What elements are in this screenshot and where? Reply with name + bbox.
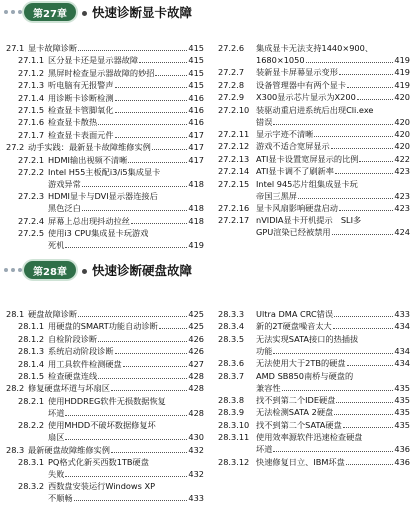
dot-leader	[65, 468, 187, 477]
toc-entry[interactable]	[218, 214, 410, 226]
toc-number: 28.3.10	[218, 419, 250, 430]
toc-entry[interactable]	[18, 129, 204, 141]
toc-entry-continuation	[48, 178, 204, 190]
dot-leader	[82, 178, 188, 187]
chapter-title: 快速诊断显卡故障	[82, 3, 192, 21]
toc-page-number: 436	[394, 456, 410, 467]
toc-entry[interactable]	[218, 128, 410, 140]
toc-entry[interactable]	[218, 79, 410, 91]
toc-page-number: 417	[188, 154, 204, 165]
toc-title: 游戏不适合宽屏显示	[256, 141, 330, 152]
toc-title: 检查显卡管脚氧化	[48, 105, 114, 115]
chapter-28-header	[0, 258, 416, 282]
toc-entry[interactable]	[18, 227, 204, 239]
toc-title: 最新硬盘故障维修实例	[28, 444, 110, 455]
toc-title: 使用MHDD不破坏数据修复坏	[48, 420, 156, 431]
toc-page-number: 432	[188, 469, 204, 479]
chapter-title: 快速诊断硬盘故障	[82, 261, 192, 279]
toc-entry[interactable]	[6, 141, 204, 153]
toc-entry[interactable]	[6, 308, 204, 320]
toc-entry[interactable]	[218, 42, 410, 54]
dot-leader	[273, 443, 393, 452]
toc-title: 使用HDDREG软件无损数据恢复	[48, 395, 166, 406]
toc-page-number: 419	[394, 55, 410, 65]
toc-page-number: 428	[188, 371, 204, 381]
toc-title: 用诊断卡诊断检测	[48, 92, 114, 103]
toc-page-number: 433	[394, 309, 410, 319]
toc-number: 28.3.4	[218, 321, 245, 332]
toc-page-number: 430	[188, 432, 204, 443]
dot-leader	[347, 357, 394, 366]
toc-page-number: 416	[188, 117, 204, 128]
toc-number: 27.2.16	[218, 203, 250, 213]
toc-entry[interactable]	[18, 345, 204, 357]
toc-title: 检查硬盘连线	[48, 371, 98, 381]
toc-title: 找不到第二个SATA硬盘	[256, 419, 342, 430]
toc-page-number: 423	[394, 166, 410, 177]
toc-number: 27.2.4	[18, 215, 45, 226]
toc-page-number: 426	[188, 333, 204, 344]
toc-number: 27.2.15	[218, 178, 250, 189]
toc-entry[interactable]	[18, 154, 204, 166]
toc-entry[interactable]	[18, 395, 204, 407]
dot-leader	[123, 358, 188, 367]
toc-page-number: 415	[188, 55, 204, 66]
toc-number: 28.3.9	[218, 407, 245, 418]
toc-page-number: 418	[188, 179, 204, 189]
toc-page-number: 435	[394, 407, 410, 418]
toc-entry-continuation	[256, 382, 410, 394]
dot-leader	[78, 308, 187, 317]
dot-leader	[159, 320, 188, 329]
toc-number: 27.1.7	[18, 129, 45, 140]
toc-entry-continuation	[48, 407, 204, 419]
toc-title: ATI显卡设置宽屏显示的比例	[256, 153, 359, 164]
toc-page-number: 420	[394, 129, 410, 139]
toc-page-number: 419	[394, 67, 410, 78]
toc-page-number: 425	[188, 321, 204, 332]
toc-number: 28.3.1	[18, 457, 45, 467]
chapter-badge: 第27章	[24, 3, 76, 21]
toc-number: 27.2.8	[218, 79, 245, 90]
chapter-27-header	[0, 0, 416, 24]
toc-number: 28.1.3	[18, 346, 45, 357]
toc-entry-continuation	[48, 202, 204, 214]
dot-leader	[155, 67, 187, 76]
toc-entry-continuation	[48, 468, 204, 480]
toc-entry[interactable]	[6, 42, 204, 54]
toc-number: 27.2.1	[18, 154, 45, 165]
toc-title: 新的2T硬盘噪音太大	[256, 321, 332, 332]
toc-title-cont: 扇区	[48, 432, 65, 443]
toc-number: 28.3.7	[218, 370, 245, 381]
toc-number: 27.2.17	[218, 215, 250, 226]
toc-number: 28.3.6	[218, 358, 245, 369]
toc-title: HDMI显卡与DVI显示器连接后	[48, 191, 158, 202]
toc-title: 屏幕上总出现抖动拉丝	[48, 215, 130, 226]
dot-leader	[334, 406, 393, 415]
toc-title-cont: 功能	[256, 345, 273, 356]
toc-entry[interactable]	[218, 406, 410, 418]
toc-title-cont: 错误	[256, 116, 273, 127]
toc-title: X300显示芯片显示为X200	[256, 92, 356, 103]
toc-title: 用硬盘的SMART功能自动诊断	[48, 321, 158, 332]
toc-number: 27.1.6	[18, 117, 45, 128]
toc-number: 27.2.12	[218, 141, 250, 152]
toc-number: 27.2	[6, 142, 25, 153]
dot-leader	[65, 431, 187, 440]
toc-number: 27.2.6	[218, 43, 245, 53]
toc-title: 西数盘安装运行Windows XP	[48, 481, 156, 492]
dot-leader	[111, 444, 187, 453]
toc-entry[interactable]	[218, 456, 410, 468]
dot-leader	[306, 54, 394, 63]
toc-title-cont: 兼容性	[256, 382, 281, 393]
toc-title: 动手实践：最新显卡故障维修实例	[28, 142, 151, 153]
toc-title: 修复硬盘坏道与坏扇区	[28, 383, 110, 394]
toc-title-cont: 坏道	[256, 444, 273, 455]
toc-page-number: 423	[394, 190, 410, 201]
dot-leader	[65, 407, 187, 416]
dot-leader	[128, 154, 187, 163]
toc-page-number: 417	[188, 142, 204, 153]
toc-page-number: 419	[394, 79, 410, 90]
toc-entry[interactable]	[218, 178, 410, 190]
toc-entry[interactable]	[18, 320, 204, 332]
dot-leader	[115, 79, 188, 88]
toc-entry[interactable]	[218, 66, 410, 78]
toc-number: 27.1.4	[18, 92, 45, 103]
toc-title: 无法实现SATA接口的热插拔	[256, 333, 359, 344]
toc-page-number: 422	[394, 153, 410, 164]
toc-number: 28.3.12	[218, 456, 250, 467]
toc-entry[interactable]	[18, 456, 204, 468]
toc-entry[interactable]	[6, 382, 204, 394]
dot-leader	[346, 456, 394, 465]
toc-title: 找不到第二个IDE硬盘	[256, 395, 336, 405]
toc-title-cont: 1680×1050	[256, 55, 305, 65]
dot-leader	[139, 54, 187, 63]
toc-entry[interactable]	[218, 419, 410, 431]
toc-page-number: 416	[188, 92, 204, 103]
dot-leader	[339, 202, 393, 211]
toc-number: 28.1.5	[18, 371, 45, 381]
toc-entry[interactable]	[218, 394, 410, 406]
toc-entry[interactable]	[18, 358, 204, 370]
toc-title-cont: 坏道	[48, 407, 65, 418]
toc-number: 28.1.2	[18, 333, 45, 344]
dot-leader	[152, 141, 188, 150]
toc-title: HDMI输出视频不清晰	[48, 154, 128, 165]
toc-title: 装新显卡屏幕显示变形	[256, 67, 338, 78]
toc-entry[interactable]	[18, 92, 204, 104]
dot-leader	[336, 394, 393, 403]
toc-page-number: 426	[188, 346, 204, 357]
toc-entry[interactable]	[18, 54, 204, 66]
toc-title: 黑屏时检查显示器故障的妙招	[48, 67, 155, 78]
toc-page-number: 415	[188, 67, 204, 78]
dot-leader	[335, 165, 393, 174]
toc-number: 28.1.4	[18, 358, 45, 369]
toc-page-number: 416	[188, 105, 204, 115]
toc-title: 系统启动阶段诊断	[48, 346, 114, 357]
toc-title: 听电脑有无报警声	[48, 80, 114, 91]
toc-page-number: 415	[188, 80, 204, 91]
toc-number: 28.1	[6, 309, 25, 319]
toc-title: nVIDIA显卡开机提示 SLI多	[256, 215, 362, 226]
toc-entry[interactable]	[218, 320, 410, 332]
toc-title-cont: 帝国三黑屏	[256, 190, 297, 201]
toc-entry[interactable]	[218, 140, 410, 152]
toc-title: 无法检测SATA 2硬盘	[256, 407, 334, 418]
toc-number: 28.2.1	[18, 395, 45, 406]
toc-number: 27.1.1	[18, 55, 45, 66]
toc-number: 28.1.1	[18, 321, 45, 332]
toc-entry[interactable]	[218, 370, 410, 382]
dot-leader	[115, 104, 188, 113]
toc-title: 设备管理器中有两个显卡	[256, 79, 347, 90]
toc-page-number: 435	[394, 395, 410, 405]
dot-leader	[115, 129, 188, 138]
toc-title: 快速修复日立、IBM坏盘	[256, 456, 345, 467]
toc-number: 28.3	[6, 444, 25, 455]
toc-number: 28.2.2	[18, 420, 45, 431]
toc-number: 27.1.2	[18, 67, 45, 78]
toc-title: 检查显卡散热	[48, 117, 98, 128]
toc-title: 自检阶段诊断	[48, 333, 98, 344]
toc-title: Ultra DMA CRC错误	[256, 309, 334, 319]
dot-leader	[115, 92, 188, 101]
dot-leader	[334, 308, 393, 317]
dot-leader	[332, 226, 394, 235]
toc-number: 27.2.7	[218, 67, 245, 78]
toc-title: 显卡风扇影响硬盘启动	[256, 203, 338, 213]
dot-leader	[78, 42, 187, 51]
toc-page-number: 420	[394, 141, 410, 152]
toc-number: 27.1	[6, 43, 25, 53]
toc-page-number: 432	[188, 444, 204, 455]
toc-entry-continuation	[256, 54, 410, 66]
toc-number: 27.2.9	[218, 92, 245, 103]
dot-leader	[282, 382, 394, 391]
toc-number: 28.3.5	[218, 333, 245, 344]
toc-entry[interactable]	[18, 419, 204, 431]
dot-leader	[65, 239, 187, 248]
toc-page-number: 425	[188, 309, 204, 319]
toc-entry[interactable]	[18, 79, 204, 91]
toc-number: 27.1.3	[18, 80, 45, 91]
toc-entry[interactable]	[218, 165, 410, 177]
dot-leader	[357, 91, 394, 100]
toc-title-cont: GPU渲染已经被禁用	[256, 227, 331, 238]
toc-number: 27.2.11	[218, 129, 250, 139]
toc-entry[interactable]	[18, 215, 204, 227]
toc-title: ATI显卡调不了刷新率	[256, 166, 334, 177]
toc-page-number: 428	[188, 383, 204, 394]
toc-title: 区分显卡还是显示器故障	[48, 55, 139, 66]
toc-page-number: 415	[188, 43, 204, 53]
toc-title-cont: 游戏异常	[48, 179, 81, 189]
toc-entry[interactable]	[18, 190, 204, 202]
dot-leader	[298, 190, 393, 199]
toc-title: 无法使用大于2TB的硬盘	[256, 358, 346, 369]
toc-title: 集成显卡无法支持1440×900、	[256, 43, 374, 53]
dot-leader	[74, 492, 188, 501]
toc-entry[interactable]	[18, 166, 204, 178]
toc-entry[interactable]	[218, 431, 410, 443]
toc-entry-continuation	[48, 492, 204, 504]
toc-entry-continuation	[256, 345, 410, 357]
toc-title-cont: 不顺畅	[48, 493, 73, 504]
toc-title-cont: 黑色泛白	[48, 203, 81, 214]
chapter-badge: 第28章	[24, 261, 76, 279]
toc-title: 显卡故障诊断	[28, 43, 78, 53]
toc-entry[interactable]	[218, 357, 410, 369]
toc-title: AMD SB850南桥与硬盘的	[256, 370, 354, 381]
toc-entry[interactable]	[218, 333, 410, 345]
dot-leader	[115, 345, 188, 354]
decor-dots	[4, 10, 22, 14]
toc-entry[interactable]	[18, 333, 204, 345]
toc-page-number: 435	[394, 382, 410, 393]
toc-number: 28.3.3	[218, 309, 245, 319]
toc-page-number: 417	[188, 129, 204, 140]
toc-entry-continuation	[256, 226, 410, 238]
toc-number: 27.2.3	[18, 191, 45, 202]
dot-leader	[131, 215, 187, 224]
toc-entry-continuation	[48, 431, 204, 443]
toc-page-number: 424	[394, 227, 410, 238]
toc-entry[interactable]	[18, 67, 204, 79]
toc-entry-continuation	[256, 443, 410, 455]
toc-page-number: 436	[394, 444, 410, 455]
toc-page-number: 434	[394, 345, 410, 356]
toc-entry[interactable]	[6, 444, 204, 456]
dot-leader	[331, 140, 394, 149]
toc-page-number: 428	[188, 407, 204, 418]
toc-entry-continuation	[48, 239, 204, 251]
toc-entry[interactable]	[18, 370, 204, 382]
toc-entry[interactable]	[218, 153, 410, 165]
toc-title-cont: 失败	[48, 469, 65, 479]
toc-number: 27.2.5	[18, 228, 45, 239]
toc-number: 27.2.13	[218, 153, 250, 164]
toc-title: 检查显卡表面元件	[48, 129, 114, 140]
toc-entry[interactable]	[18, 480, 204, 492]
toc-entry[interactable]	[218, 202, 410, 214]
toc-page-number: 433	[188, 493, 204, 504]
dot-leader	[273, 116, 393, 125]
toc-title: 硬盘故障诊断	[28, 309, 78, 319]
toc-number: 27.1.5	[18, 105, 45, 115]
toc-page-number: 434	[394, 321, 410, 332]
toc-title: PQ格式化新买西数1TB硬盘	[48, 457, 149, 467]
toc-number: 27.2.10	[218, 104, 250, 115]
toc-title: 使用i3 CPU集成显卡玩游戏	[48, 228, 149, 239]
toc-page-number: 420	[394, 116, 410, 127]
toc-page-number: 423	[394, 203, 410, 213]
toc-number: 28.3.11	[218, 432, 250, 443]
dot-leader	[343, 419, 394, 428]
toc-number: 28.3.8	[218, 395, 245, 405]
toc-title: 装驱动重启进系统后出现Cli.exe	[256, 104, 374, 115]
toc-number: 28.2	[6, 383, 25, 394]
toc-entry[interactable]	[18, 116, 204, 128]
dot-leader	[82, 202, 188, 211]
dot-leader	[359, 153, 393, 162]
toc-entry[interactable]	[218, 308, 410, 320]
toc-title-cont: 死机	[48, 240, 65, 251]
toc-title: 显示字迹不清晰	[256, 129, 314, 139]
dot-leader	[98, 370, 187, 379]
toc-title: Intel H55主板配i3/i5集成显卡	[48, 167, 161, 177]
decor-dots	[4, 268, 22, 272]
toc-title: Intel 945芯片组集成显卡玩	[256, 178, 358, 189]
dot-leader	[273, 345, 393, 354]
toc-entry-continuation	[256, 190, 410, 202]
toc-page-number: 418	[188, 215, 204, 226]
toc-number: 28.3.2	[18, 481, 45, 492]
toc-page-number: 434	[394, 358, 410, 369]
toc-page-number: 427	[188, 358, 204, 369]
dot-leader	[347, 79, 393, 88]
dot-leader	[339, 66, 393, 75]
dot-leader	[98, 116, 187, 125]
toc-page-number: 435	[394, 419, 410, 430]
toc-page-number: 420	[394, 92, 410, 103]
toc-entry[interactable]	[18, 104, 204, 116]
toc-number: 27.2.14	[218, 166, 250, 177]
toc-title: 用工具软件检测硬盘	[48, 358, 122, 369]
toc-number: 27.2.2	[18, 167, 45, 177]
dot-leader	[314, 128, 393, 137]
toc-page-number: 418	[188, 203, 204, 214]
dot-leader	[333, 320, 394, 329]
toc-entry[interactable]	[218, 91, 410, 103]
toc-title: 使用效率源软件迅速检查硬盘	[256, 432, 363, 443]
toc-entry[interactable]	[218, 104, 410, 116]
dot-leader	[111, 382, 187, 391]
toc-entry-continuation	[256, 116, 410, 128]
dot-leader	[98, 333, 187, 342]
toc-page-number: 419	[188, 240, 204, 251]
